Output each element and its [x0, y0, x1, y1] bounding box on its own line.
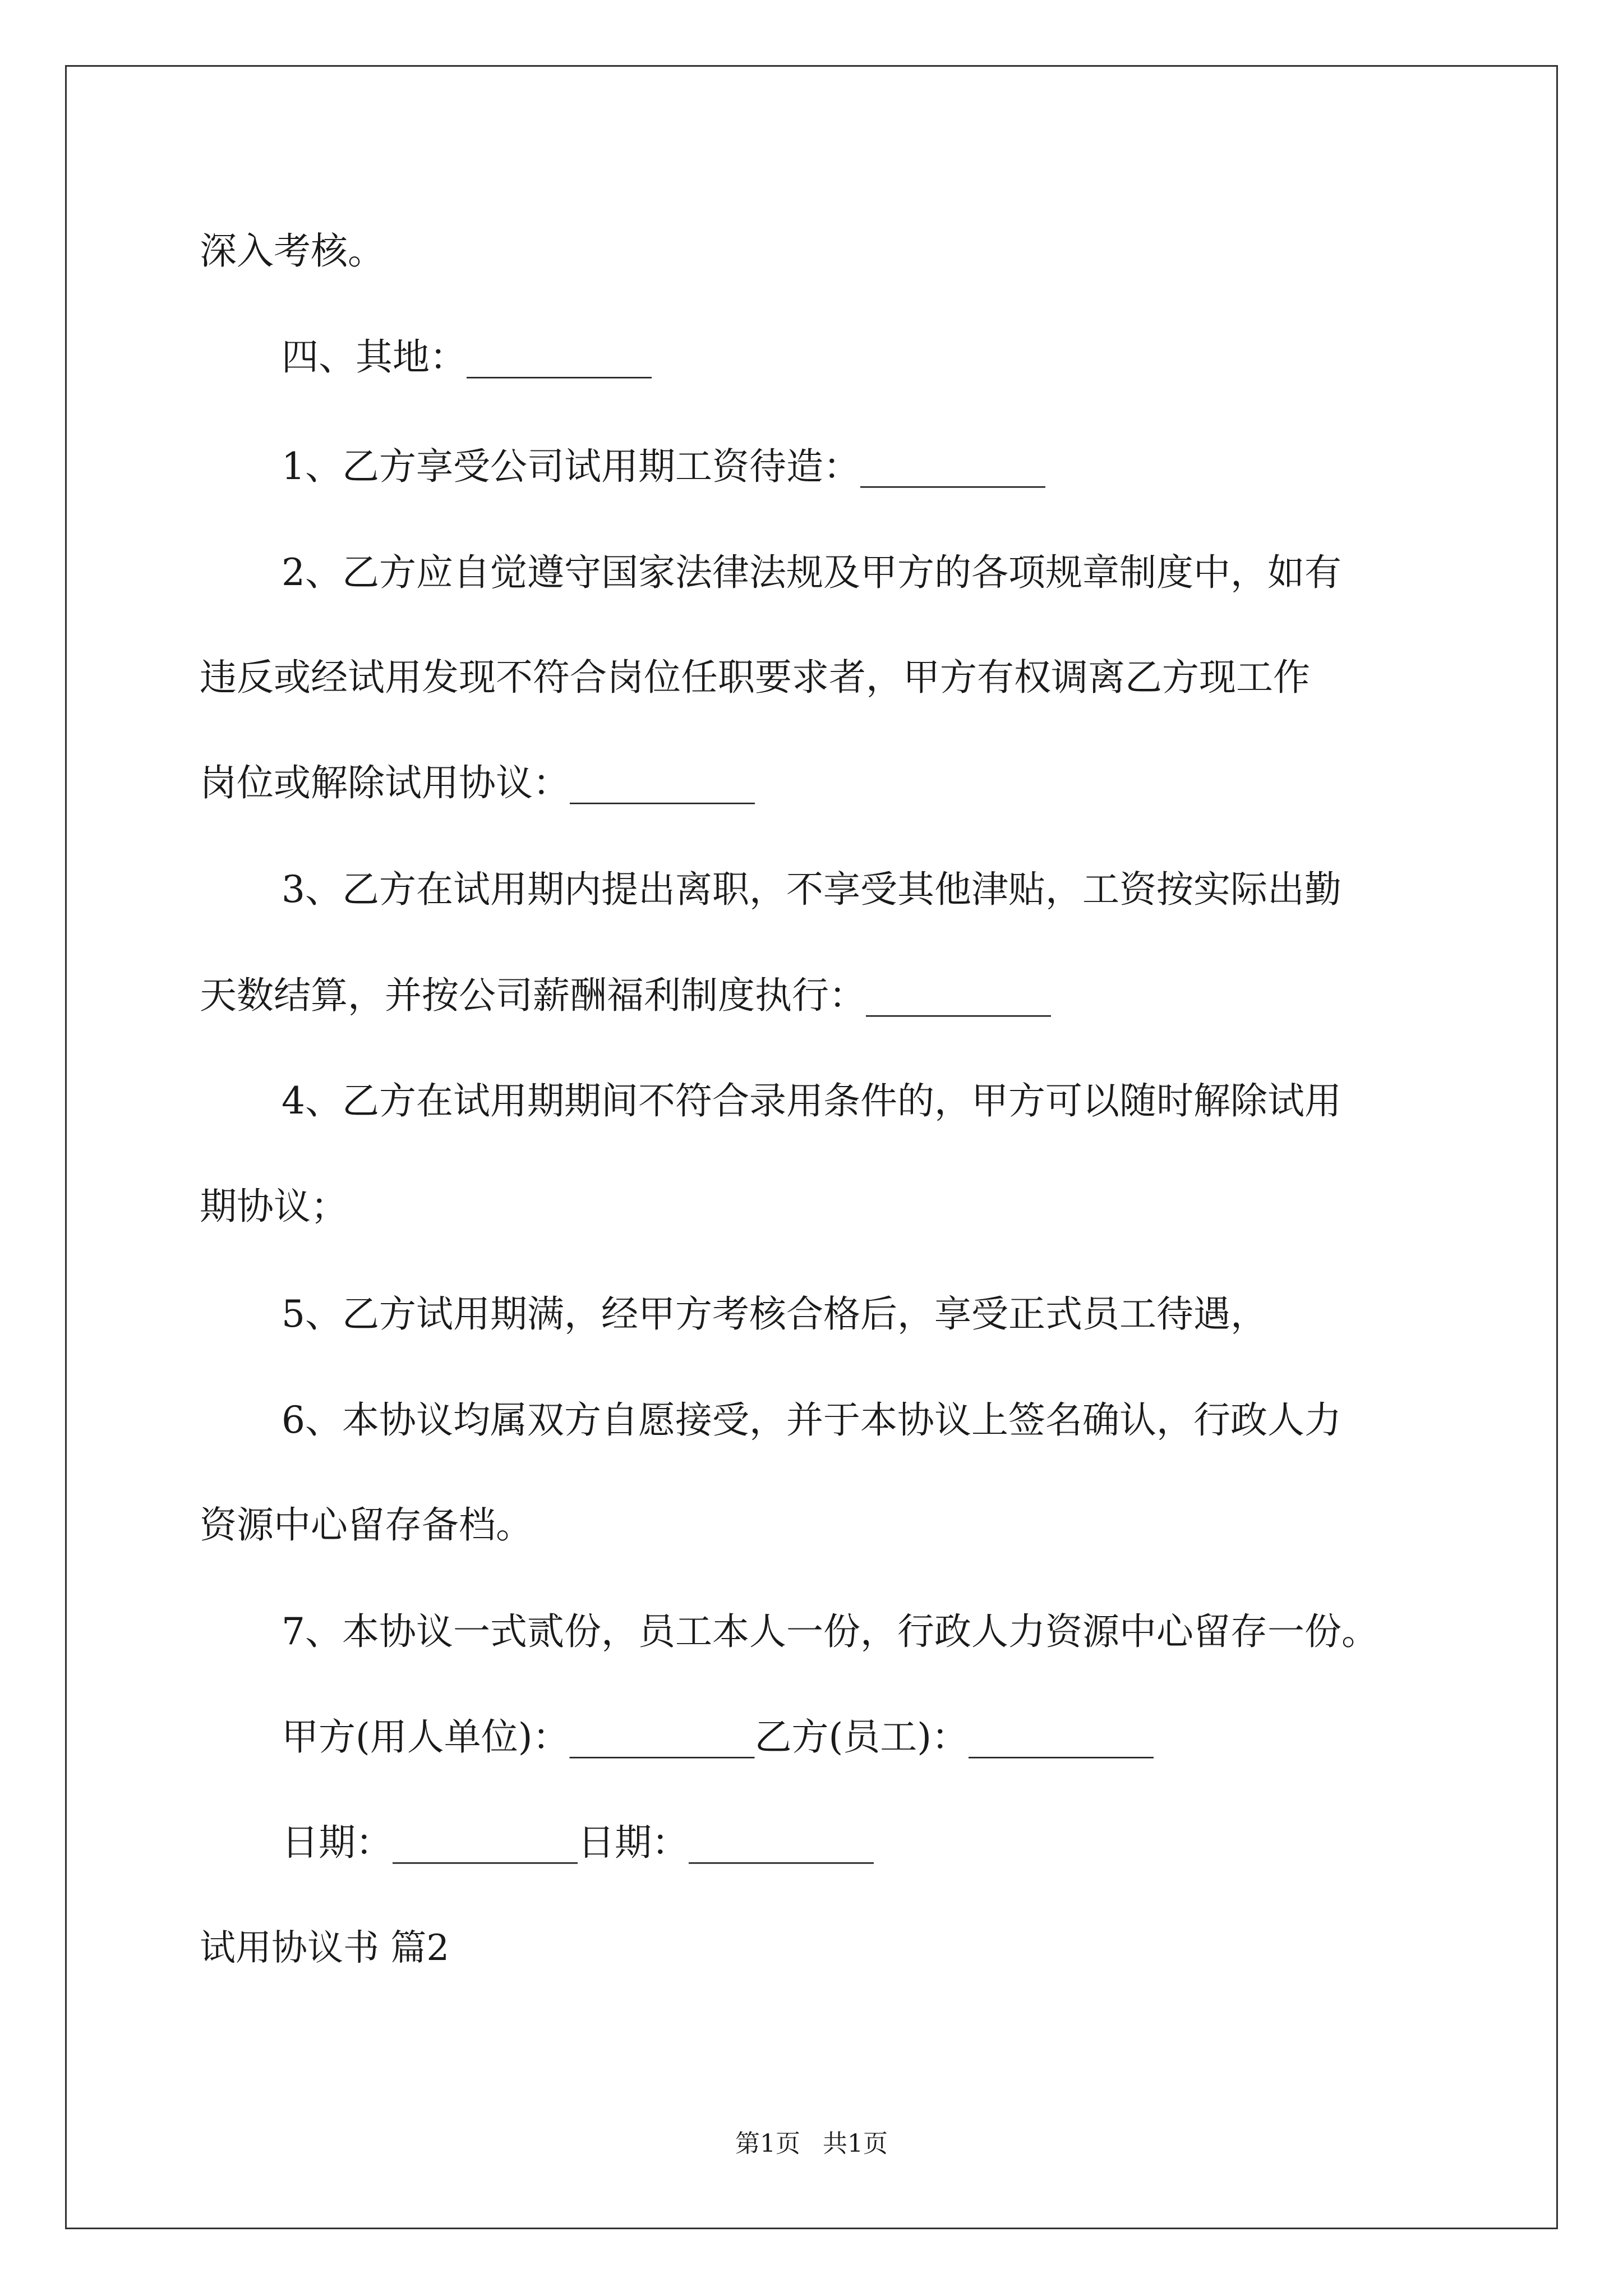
clause-6-cont: 资源中心留存备档。: [200, 1503, 533, 1547]
clause-5: 5、乙方试用期满，经甲方考核合格后，享受正式员工待遇，: [282, 1292, 1267, 1336]
clause-1: 1、乙方享受公司试用期工资待造：__________: [282, 445, 1045, 488]
clause-4: 4、乙方在试用期期间不符合录用条件的，甲方可以随时解除试用: [282, 1079, 1341, 1122]
clause-7: 7、本协议一式贰份，员工本人一份，行政人力资源中心留存一份。: [282, 1610, 1378, 1653]
clause-2: 2、乙方应自觉遵守国家法律法规及甲方的各项规章制度中，如有: [282, 551, 1341, 594]
clause-2-cont: 岗位或解除试用协议：__________: [200, 761, 755, 804]
next-section-title: 试用协议书 篇2: [200, 1927, 450, 1969]
clause-4-cont: 期协议；: [200, 1185, 348, 1228]
signature-dates: 日期：__________日期：__________: [282, 1821, 874, 1864]
page-border: [65, 65, 1558, 2229]
clause-3-cont: 天数结算，并按公司薪酬福利制度执行：__________: [200, 974, 1051, 1017]
page-total: 共1页: [823, 2129, 888, 2158]
signature-parties: 甲方(用人单位)：__________乙方(员工)：__________: [282, 1715, 1154, 1759]
section-heading: 四、其地：__________: [282, 335, 652, 379]
page-number: 第1页: [735, 2129, 800, 2158]
clause-2-cont: 违反或经试用发现不符合岗位任职要求者，甲方有权调离乙方现工作: [200, 656, 1310, 699]
page-footer: [0, 2127, 1623, 2161]
text-line: 深入考核。: [200, 229, 385, 273]
clause-3: 3、乙方在试用期内提出离职，不享受其他津贴，工资按实际出勤: [282, 868, 1341, 911]
clause-6: 6、本协议均属双方自愿接受，并于本协议上签名确认，行政人力: [282, 1398, 1341, 1442]
